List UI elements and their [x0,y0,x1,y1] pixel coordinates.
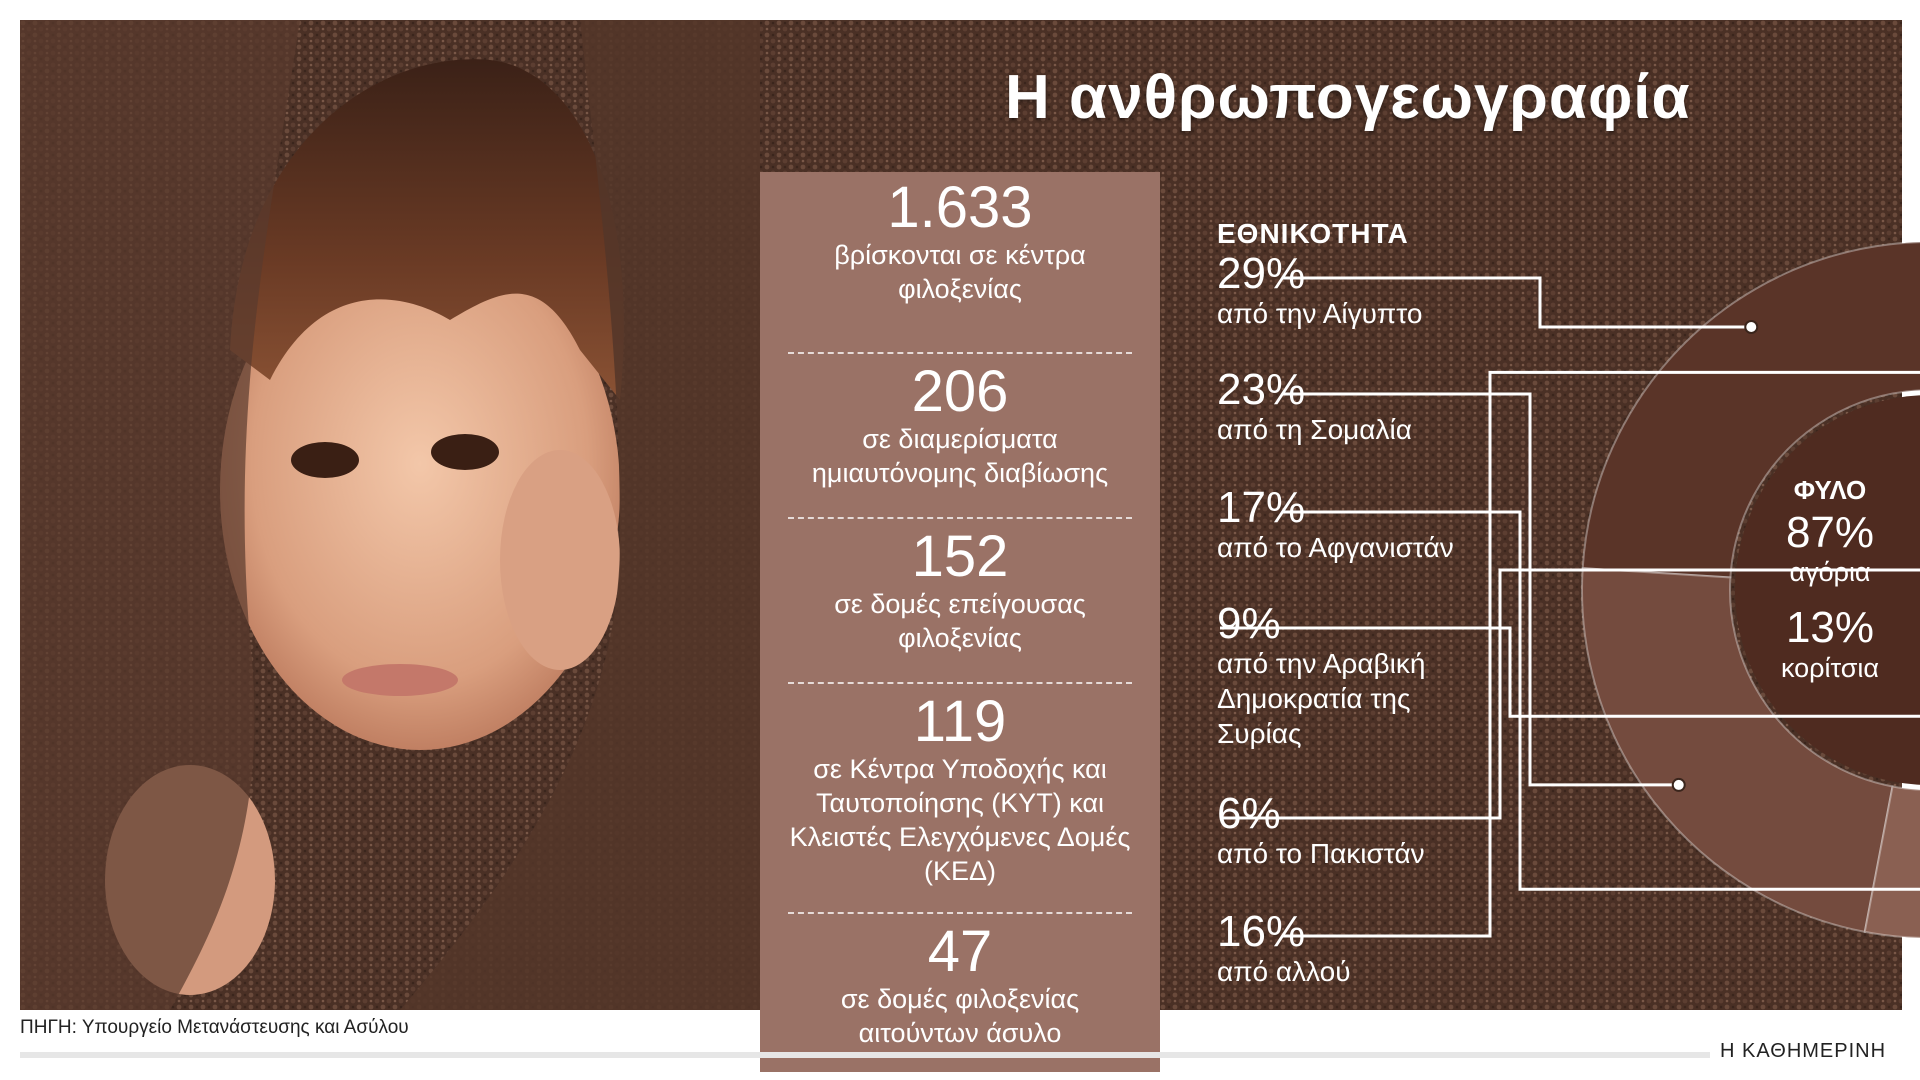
stat-label: βρίσκονται σε κέντρα φιλοξενίας [834,240,1086,304]
stat-label: σε δομές φιλοξενίας αιτούντων άσυλο [840,984,1080,1048]
nationality-percent: 29% [1217,249,1306,298]
leader-dot [1673,779,1685,791]
stat-value: 152 [911,524,1009,589]
nationality-percent: 6% [1217,789,1281,838]
source-note: ΠΗΓΗ: Υπουργείο Μετανάστευσης και Ασύλου [20,1017,409,1038]
nationality-label: από το Αφγανιστάν [1217,532,1454,563]
stat-value: 206 [911,359,1009,424]
leader-line [1282,278,1751,327]
stat-label: σε δομές επείγουσας φιλοξενίας [834,589,1086,653]
girls-percent: 13% [1785,603,1875,652]
page-title: Η ανθρωπογεωγραφία [1005,63,1691,132]
nationality-percent: 17% [1217,483,1306,532]
bottom-rule [20,1052,1710,1058]
nationality-label: από την Αίγυπτο [1217,298,1423,329]
brand-logo: Η ΚΑΘΗΜΕΡΙΝΗ [1720,1040,1887,1062]
nationality-label: από αλλού [1217,956,1351,987]
sex-heading: ΦΥΛΟ [1793,475,1867,505]
donut-chart [20,20,1902,1010]
girls-label: κορίτσια [1780,653,1880,683]
nationality-label: από την Αραβική Δημοκρατία της Συρίας [1217,648,1426,749]
boys-label: αγόρια [1789,557,1871,587]
nationality-label: από το Πακιστάν [1217,838,1425,869]
nationality-heading: ΕΘΝΙΚΟΤΗΤΑ [1217,218,1409,249]
leader-dot [1745,321,1757,333]
nationality-label: από τη Σομαλία [1217,414,1412,445]
stat-label: σε Κέντρα Υποδοχής και Ταυτοποίησης (ΚΥΤ) και Κλειστές Ελεγχόμενες Δομές (ΚΕΔ) [789,754,1131,886]
stat-value: 1.633 [887,175,1033,240]
boys-percent: 87% [1785,508,1875,557]
stat-label: σε διαμερίσματα ημιαυτόνομης διαβίωσης [811,424,1109,488]
stat-value: 119 [913,689,1007,754]
stat-value: 47 [927,919,993,984]
nationality-percent: 9% [1217,599,1281,648]
nationality-percent: 16% [1217,907,1306,956]
nationality-percent: 23% [1217,365,1306,414]
